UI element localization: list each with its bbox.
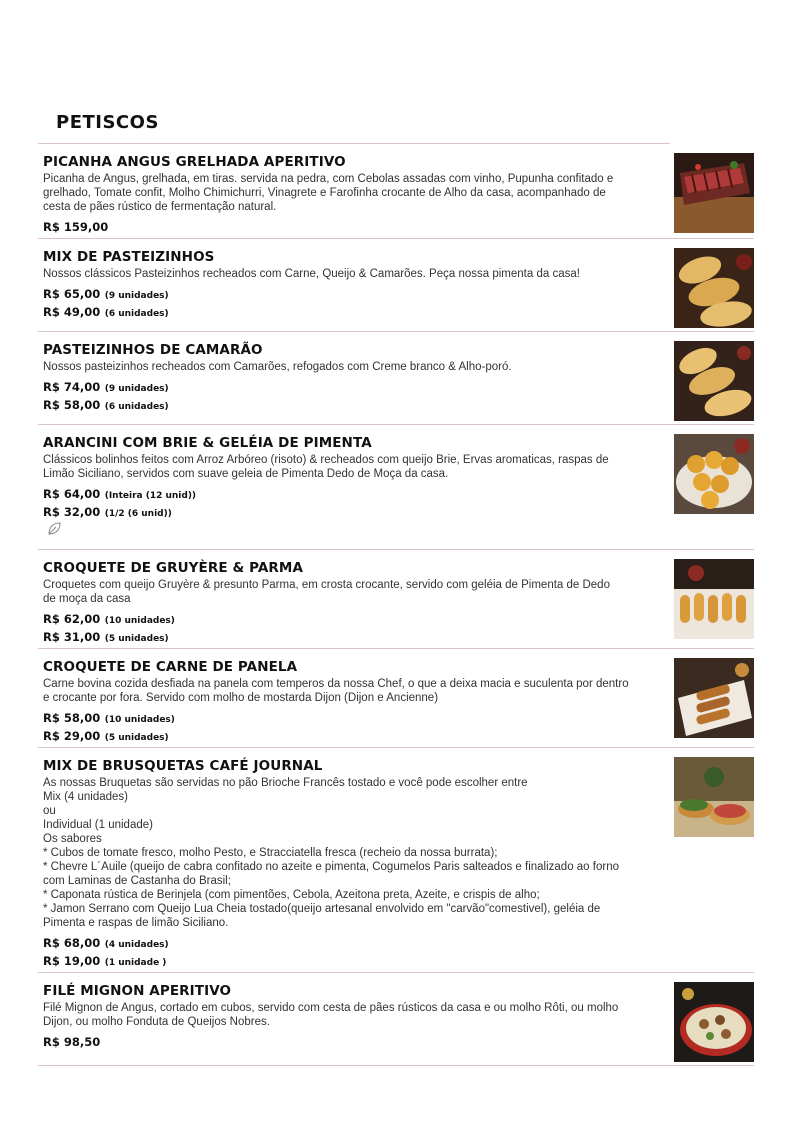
item-divider [38, 331, 754, 332]
price-quantity: (1/2 (6 unid)) [104, 509, 172, 519]
price-row [43, 727, 169, 745]
price-amount: R$ 29,00 [43, 729, 101, 743]
price-row [43, 303, 169, 321]
price-quantity: (9 unidades) [104, 291, 169, 301]
price-quantity: (6 unidades) [104, 402, 169, 412]
item-description [43, 578, 668, 606]
item-divider [38, 747, 754, 748]
price-amount: R$ 64,00 [43, 487, 101, 501]
price-amount: R$ 98,50 [43, 1035, 101, 1049]
item-description [43, 1001, 668, 1029]
title-divider [38, 143, 670, 144]
item-name: PICANHA ANGUS GRELHADA APERITIVO [43, 154, 346, 170]
price-amount: R$ 19,00 [43, 954, 101, 968]
price-quantity: (Inteira (12 unid)) [104, 491, 197, 501]
price-row [43, 503, 172, 521]
price-row [43, 934, 169, 952]
item-description [43, 776, 668, 930]
price-row [43, 952, 166, 970]
item-name: CROQUETE DE CARNE DE PANELA [43, 659, 298, 675]
item-description [43, 453, 668, 481]
description-line: Os sabores [43, 833, 102, 845]
leaf-icon [47, 521, 62, 536]
item-name: MIX DE BRUSQUETAS CAFÉ JOURNAL [43, 758, 323, 774]
price-quantity: (5 unidades) [104, 634, 169, 644]
price-amount: R$ 49,00 [43, 305, 101, 319]
item-divider [38, 648, 754, 649]
pasteis-photo [674, 248, 754, 328]
description-line: * Jamon Serrano com Queijo Lua Cheia tostado(queijo artesanal envolvido em "carvão"comestivel), geléia de [43, 903, 601, 915]
item-name: PASTEIZINHOS DE CAMARÃO [43, 342, 263, 358]
price-amount: R$ 68,00 [43, 936, 101, 950]
description-line: Nossos pasteizinhos recheados com Camarões, refogados com Creme branco & Alho-poró. [43, 361, 512, 373]
description-line: Limão Siciliano, servidos com suave geleia de Pimenta Dedo de Moça da casa. [43, 468, 449, 480]
price-amount: R$ 74,00 [43, 380, 101, 394]
description-line: Mix (4 unidades) [43, 791, 129, 803]
description-line: As nossas Bruquetas são servidas no pão Brioche Francês tostado e você pode escolher entre [43, 777, 528, 789]
item-divider [38, 238, 754, 239]
section-title: PETISCOS [56, 112, 159, 133]
item-description [43, 267, 668, 281]
item-divider [38, 549, 754, 550]
bruschetta-photo [674, 757, 754, 837]
price-row [43, 378, 169, 396]
filet-mignon-photo [674, 982, 754, 1062]
description-line: Pimenta e raspas de limão Siciliano. [43, 917, 229, 929]
price-row [43, 610, 175, 628]
price-amount: R$ 159,00 [43, 220, 109, 234]
price-quantity: (1 unidade ) [104, 958, 167, 968]
description-line: Croquetes com queijo Gruyère & presunto Parma, em crosta crocante, servido com geléia de Pimenta de Dedo [43, 579, 610, 591]
description-line: * Cubos de tomate fresco, molho Pesto, e Stracciatella fresca (recheio da nossa burrata); [43, 847, 498, 859]
price-amount: R$ 58,00 [43, 398, 101, 412]
price-row [43, 285, 169, 303]
price-quantity: (5 unidades) [104, 733, 169, 743]
description-line: cesta de pães rústico de fermentação natural. [43, 201, 277, 213]
description-line: grelhado, Tomate confit, Molho Chimichurri, Vinagrete e Farofinha crocante de Alho da casa, acompanhado de [43, 187, 606, 199]
price-quantity: (10 unidades) [104, 616, 175, 626]
price-amount: R$ 58,00 [43, 711, 101, 725]
item-name: ARANCINI COM BRIE & GELÉIA DE PIMENTA [43, 435, 372, 451]
description-line: Picanha de Angus, grelhada, em tiras. servida na pedra, com Cebolas assadas com vinho, Pupunha confitado e [43, 173, 614, 185]
item-name: CROQUETE DE GRUYÈRE & PARMA [43, 560, 304, 576]
description-line: ou [43, 805, 56, 817]
beef-croquettes-photo [674, 658, 754, 738]
description-line: Individual (1 unidade) [43, 819, 153, 831]
price-amount: R$ 32,00 [43, 505, 101, 519]
price-row [43, 628, 169, 646]
description-line: e crocante por fora. Servido com molho de mostarda Dijon (Dijon e Ancienne) [43, 692, 439, 704]
price-row [43, 396, 169, 414]
item-divider [38, 424, 754, 425]
price-row [43, 1033, 100, 1051]
price-quantity: (10 unidades) [104, 715, 175, 725]
price-amount: R$ 31,00 [43, 630, 101, 644]
item-divider [38, 972, 754, 973]
description-line: Filé Mignon de Angus, cortado em cubos, servido com cesta de pães rústicos da casa e ou molho Rôti, ou molho [43, 1002, 619, 1014]
price-row [43, 485, 196, 503]
item-description [43, 677, 668, 705]
description-line: * Chevre L´Auile (queijo de cabra confitado no azeite e pimenta, Cogumelos Paris salteados e finalizado ao forno [43, 861, 619, 873]
shrimp-pasteis-photo [674, 341, 754, 421]
description-line: com Laminas de Castanha do Brasil; [43, 875, 231, 887]
description-line: * Caponata rústica de Berinjela (com pimentões, Cebola, Azeitona preta, Azeite, e crispis de alho; [43, 889, 540, 901]
description-line: de moça da casa [43, 593, 131, 605]
price-row [43, 709, 175, 727]
arancini-photo [674, 434, 754, 514]
price-quantity: (6 unidades) [104, 309, 169, 319]
item-name: FILÉ MIGNON APERITIVO [43, 983, 232, 999]
description-line: Dijon, ou molho Fonduta de Queijos Nobres. [43, 1016, 270, 1028]
grilled-steak-photo [674, 153, 754, 233]
price-amount: R$ 62,00 [43, 612, 101, 626]
item-description [43, 360, 668, 374]
description-line: Nossos clássicos Pasteizinhos recheados com Carne, Queijo & Camarões. Peça nossa pimenta da casa! [43, 268, 580, 280]
price-quantity: (9 unidades) [104, 384, 169, 394]
description-line: Clássicos bolinhos feitos com Arroz Arbóreo (risoto) & recheados com queijo Brie, Ervas aromaticas, raspas de [43, 454, 609, 466]
price-row [43, 218, 108, 236]
item-divider [38, 1065, 754, 1066]
description-line: Carne bovina cozida desfiada na panela com temperos da nossa Chef, o que a deixa macia e suculenta por dentro [43, 678, 629, 690]
price-quantity: (4 unidades) [104, 940, 169, 950]
croquettes-photo [674, 559, 754, 639]
item-description [43, 172, 668, 214]
item-name: MIX DE PASTEIZINHOS [43, 249, 215, 265]
price-amount: R$ 65,00 [43, 287, 101, 301]
